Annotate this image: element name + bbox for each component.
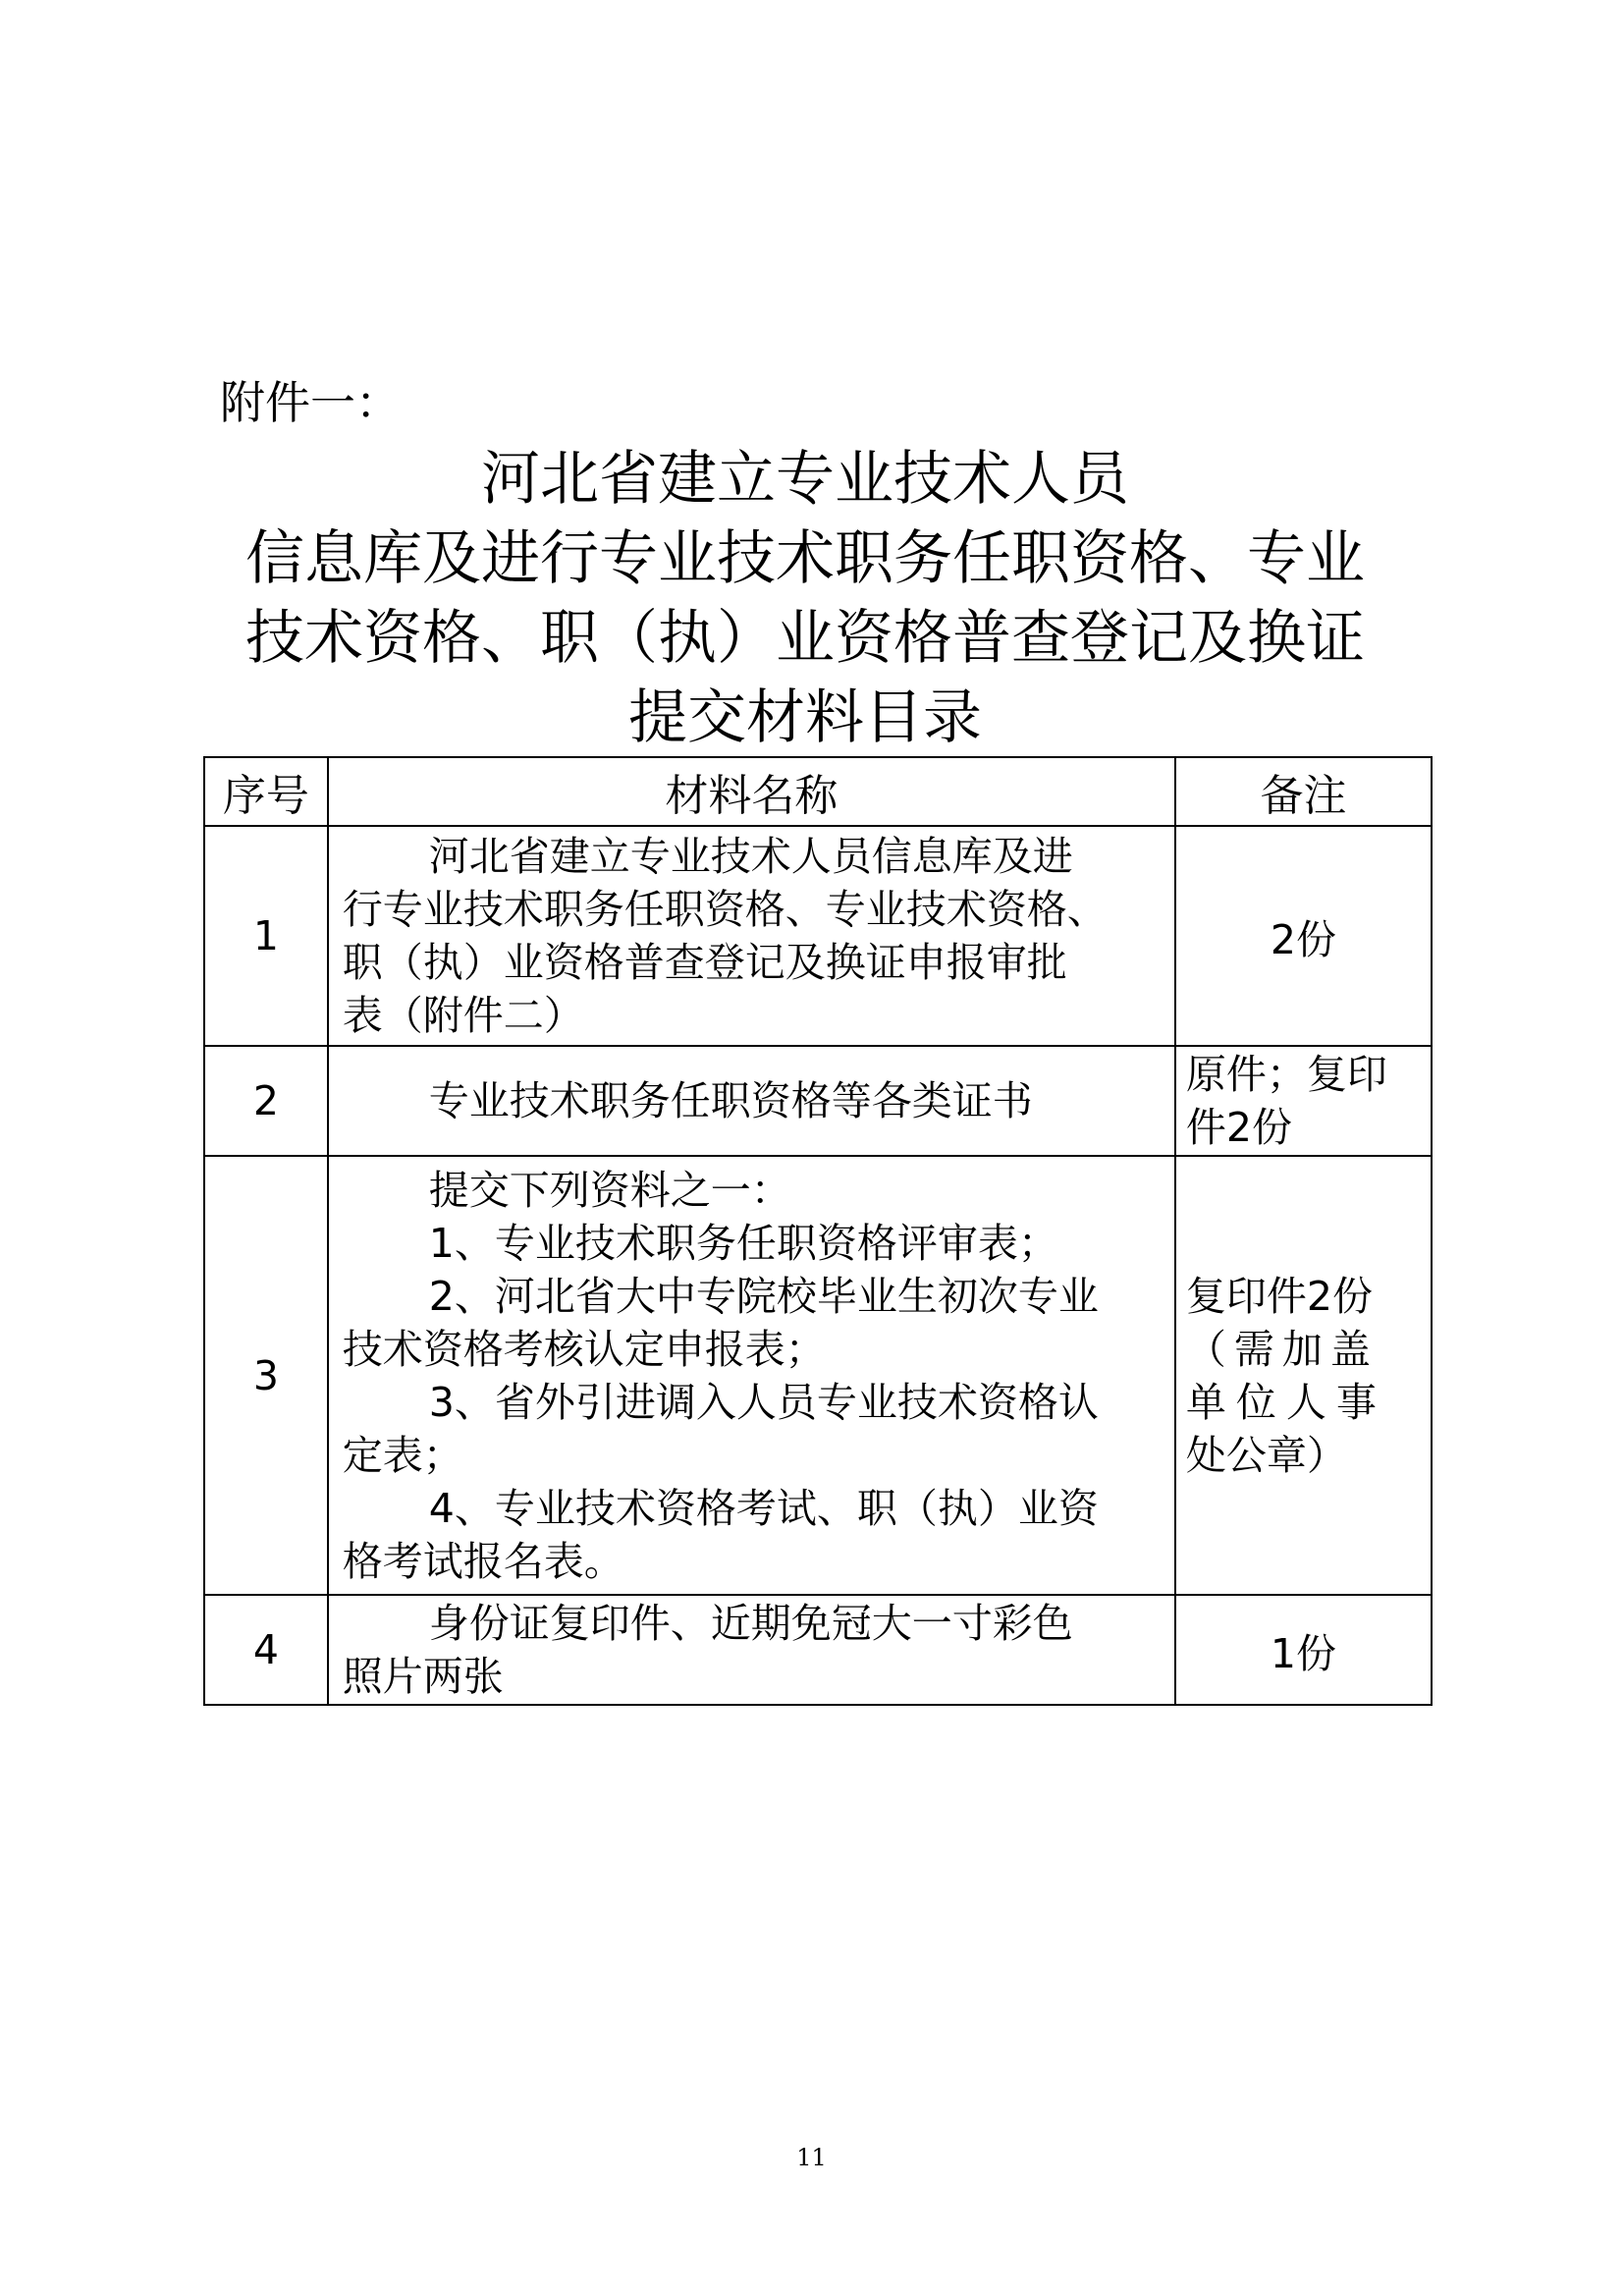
note-line: 1份 xyxy=(1270,1629,1336,1677)
material-name xyxy=(328,1156,1175,1595)
document-title xyxy=(196,440,1414,758)
material-line: 技术资格考核认定申报表； xyxy=(342,1325,826,1373)
material-line: 河北省建立专业技术人员信息库及进 xyxy=(428,833,1073,880)
material-name xyxy=(328,1595,1175,1705)
material-line: 3、省外引进调入人员专业技术资格认 xyxy=(428,1378,1099,1426)
material-name xyxy=(328,826,1175,1046)
row-number: 2 xyxy=(204,1046,328,1156)
note-line: 原件；复印 xyxy=(1185,1051,1387,1098)
material-line: 1、专业技术职务任职资格评审表； xyxy=(428,1219,1058,1267)
material-line: 4、专业技术资格考试、职（执）业资 xyxy=(428,1484,1099,1532)
note-line: 复印件2份 xyxy=(1185,1272,1374,1320)
material-note xyxy=(1175,1156,1432,1595)
table-row xyxy=(204,1156,1432,1595)
note-line: 处公章） xyxy=(1185,1431,1347,1479)
material-line: 行专业技术职务任职资格、专业技术资格、 xyxy=(342,886,1108,933)
row-number: 4 xyxy=(204,1595,328,1705)
material-line: 定表； xyxy=(342,1431,463,1479)
title-line: 河北省建立专业技术人员 xyxy=(481,445,1129,514)
material-name xyxy=(328,1046,1175,1156)
material-note xyxy=(1175,1046,1432,1156)
material-line: 提交下列资料之一： xyxy=(428,1166,791,1214)
table-row xyxy=(204,826,1432,1046)
row-number: 3 xyxy=(204,1156,328,1595)
material-line: 身份证复印件、近期免冠大一寸彩色 xyxy=(428,1600,1073,1647)
title-line: 技术资格、职（执）业资格普查登记及换证 xyxy=(245,604,1365,673)
table-row xyxy=(204,1595,1432,1705)
note-line: 件2份 xyxy=(1185,1104,1293,1151)
header-note: 备注 xyxy=(1175,757,1432,826)
note-line: 单位人事 xyxy=(1185,1378,1386,1426)
material-line: 专业技术职务任职资格等各类证书 xyxy=(428,1077,1033,1124)
material-line: 2、河北省大中专院校毕业生初次专业 xyxy=(428,1272,1099,1320)
material-line: 职（执）业资格普查登记及换证申报审批 xyxy=(342,939,1067,986)
title-line: 提交材料目录 xyxy=(628,683,982,752)
material-line: 格考试报名表。 xyxy=(342,1537,624,1585)
title-line: 信息库及进行专业技术职务任职资格、专业 xyxy=(245,524,1365,593)
note-line: （需加盖 xyxy=(1185,1325,1379,1373)
material-line: 表（附件二） xyxy=(342,992,584,1039)
attachment-label: 附件一： xyxy=(220,376,401,429)
row-number: 1 xyxy=(204,826,328,1046)
note-line: 2份 xyxy=(1270,915,1336,963)
material-line: 照片两张 xyxy=(342,1653,504,1700)
material-note xyxy=(1175,1595,1432,1705)
page-number: 11 xyxy=(796,2144,827,2171)
header-name: 材料名称 xyxy=(328,757,1175,826)
materials-table xyxy=(203,756,1433,1706)
material-note xyxy=(1175,826,1432,1046)
table-row xyxy=(204,1046,1432,1156)
table-header-row xyxy=(204,757,1432,826)
header-no: 序号 xyxy=(204,757,328,826)
